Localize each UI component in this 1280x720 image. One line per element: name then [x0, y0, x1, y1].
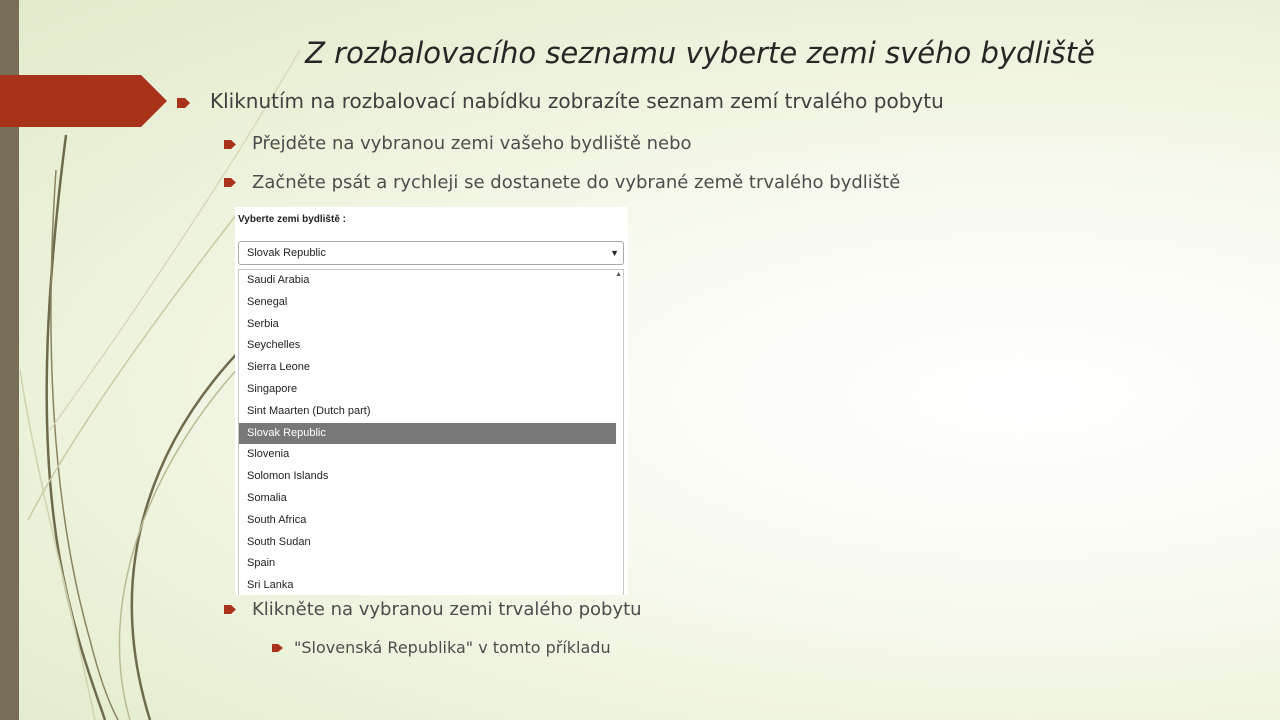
- slide-title: Z rozbalovacího seznamu vyberte zemi svého bydliště: [305, 36, 1095, 70]
- dropdown-option[interactable]: Serbia: [247, 317, 279, 330]
- bullet-level2-text: Začněte psát a rychleji se dostanete do vybrané země trvalého bydliště: [252, 172, 901, 193]
- dropdown-option[interactable]: Solomon Islands: [247, 470, 329, 483]
- dropdown-option[interactable]: Sierra Leone: [247, 361, 310, 374]
- chevron-down-icon[interactable]: ▼: [610, 248, 619, 258]
- dropdown-option[interactable]: South Sudan: [247, 535, 311, 548]
- country-select-label: Vyberte zemi bydliště :: [238, 214, 346, 225]
- embedded-screenshot: [235, 207, 628, 595]
- dropdown-option[interactable]: Saudi Arabia: [247, 274, 310, 286]
- dropdown-option[interactable]: Singapore: [247, 383, 298, 395]
- country-select-value: Slovak Republic: [247, 247, 326, 259]
- dropdown-option[interactable]: Sri Lanka: [247, 579, 294, 592]
- bullet-arrow-icon: [224, 604, 237, 615]
- dropdown-option[interactable]: Seychelles: [247, 339, 301, 352]
- accent-arrow-shape: [0, 75, 167, 127]
- bullet-arrow-icon: [224, 139, 237, 150]
- dropdown-option[interactable]: Slovenia: [247, 448, 290, 461]
- country-select[interactable]: [238, 241, 624, 265]
- bullet-level1-text: Kliknutím na rozbalovací nabídku zobrazíte seznam zemí trvalého pobytu: [210, 89, 944, 113]
- dropdown-option[interactable]: Somalia: [247, 492, 287, 504]
- bullet-arrow-icon: [224, 177, 237, 188]
- scroll-up-icon[interactable]: ▲: [615, 271, 622, 278]
- bullet-level3-text: "Slovenská Republika" v tomto příkladu: [294, 638, 611, 657]
- bullet-arrow-icon: [272, 643, 284, 653]
- bullet-arrow-icon: [177, 97, 191, 109]
- dropdown-option[interactable]: Senegal: [247, 295, 288, 308]
- dropdown-option[interactable]: Slovak Republic: [239, 423, 616, 445]
- country-dropdown-list[interactable]: [238, 269, 624, 595]
- dropdown-option[interactable]: Sint Maarten (Dutch part): [247, 404, 371, 417]
- bullet-level2-text: Přejděte na vybranou zemi vašeho bydliště nebo: [252, 133, 692, 154]
- bullet-level2-text: Klikněte na vybranou zemi trvalého pobytu: [252, 599, 642, 620]
- dropdown-option[interactable]: Spain: [247, 557, 276, 570]
- dropdown-option[interactable]: South Africa: [247, 513, 307, 526]
